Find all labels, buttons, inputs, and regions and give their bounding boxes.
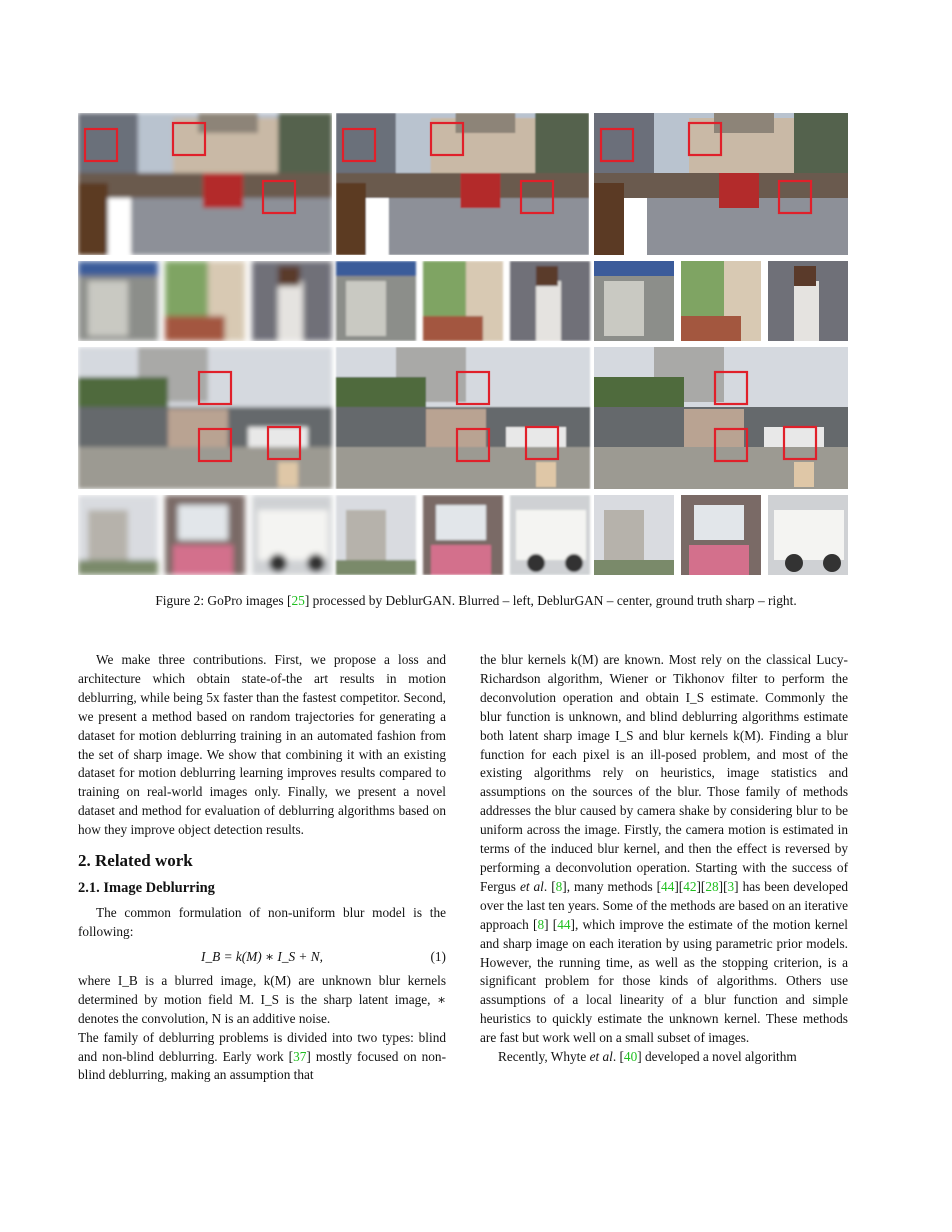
whyte-paragraph: Recently, Whyte et al. [40] developed a novel algorithm [498,1049,797,1065]
equation-1 [78,942,446,972]
citation-28[interactable]: 28 [705,878,719,894]
citation-40[interactable]: 40 [623,1049,638,1065]
scene-2-crops [78,495,848,575]
scene-2-row [78,347,848,489]
citation-8[interactable]: 8 [555,878,563,894]
scene-1-highlight-boxes [78,113,848,255]
citation-42[interactable]: 42 [683,878,697,894]
equation-number: (1) [430,948,446,964]
scene-1-row [78,113,848,255]
citation-44-b[interactable]: 44 [557,916,571,932]
citation-8-b[interactable]: 8 [537,916,545,932]
scene-1-crops [78,261,848,341]
citation-37[interactable]: 37 [293,1048,307,1064]
deblurring-types-paragraph: The family of deblurring problems is divided into two types: blind and non-blind deblurring. Early work [37] mostly focused on non-blind deblurring, making an assumption that [78,1029,447,1083]
figure-2 [78,113,848,575]
contributions-paragraph: We make three contributions. First, we propose a loss and architecture which obtain state-of-the art results in motion deblurring, while being 5x faster than the fastest competitor. Second, we present a method based on random trajectories for generating a dataset for motion deblurring training in an automated fashion from the set of sharp image. We show that combining it with an existing dataset for motion deblurring learning improves results compared to training on real-world images only. Finally, we present a novel dataset and method for evaluation of deblurring algorithms based on how they improve object detection results. [78,652,446,838]
scene-1-crops-row [78,261,848,341]
scene-2-images [78,347,848,489]
citation-3[interactable]: 3 [727,878,735,894]
citation-44[interactable]: 44 [661,878,675,894]
subsection-heading-image-deblurring: 2.1. Image Deblurring [78,880,215,897]
equation-text: I_B = k(M) ∗ I_S + N, [201,948,323,964]
left-column [78,651,446,1085]
right-column [480,651,848,1067]
blind-deblurring-paragraph: the blur kernels k(M) are known. Most rely on the classical Lucy-Richardson algorithm, Wiener or Tikhonov filter to perform the deconvolution operation and obtain I_S estimate. Commonly the blur function is unknown, and blind deblurring algorithms estimate both latent sharp image I_S and blur kernels k(M). Finding a blur function for each pixel is an ill-posed problem, and most of the existing algorithms rely on heuristics, image statistics and assumptions on the sources of the blur. Those family of methods addresses the blur caused by camera shake by considering blur to be uniform across the image. Firstly, the camera motion is estimated in terms of the induced blur kernel, and then the effect is reversed by performing a deconvolution operation. Starting with the success of Fergus et al. [8], many methods [44][42][28][3] has been developed over the last ten years. Some of the methods are based on an iterative approach [8] [44], which improve the estimate of the motion kernel and sharp image on each iteration by using parametric prior models. However, the running time, as well as the stopping criterion, is a significant problem for those kinds of algorithms. Others use assumptions of a local linearity of a blur function and simple heuristics to quickly estimate the unknown kernel. These methods are fast but work well on a small subset of images. [480,652,849,1046]
scene-2-crops-row [78,495,848,575]
blur-model-intro: The common formulation of non-uniform blur model is the following: [78,905,446,939]
figure-caption: Figure 2: GoPro images [25] processed by DeblurGAN. Blurred – left, DeblurGAN – center, ground truth sharp – right. [155,593,797,608]
caption-citation[interactable]: 25 [291,593,305,608]
equation-explanation: where I_B is a blurred image, k(M) are unknown blur kernels determined by motion field M. I_S is the sharp latent image, ∗ denotes the convolution, N is an additive noise. [78,972,446,1026]
section-heading-related-work: 2. Related work [78,851,193,871]
